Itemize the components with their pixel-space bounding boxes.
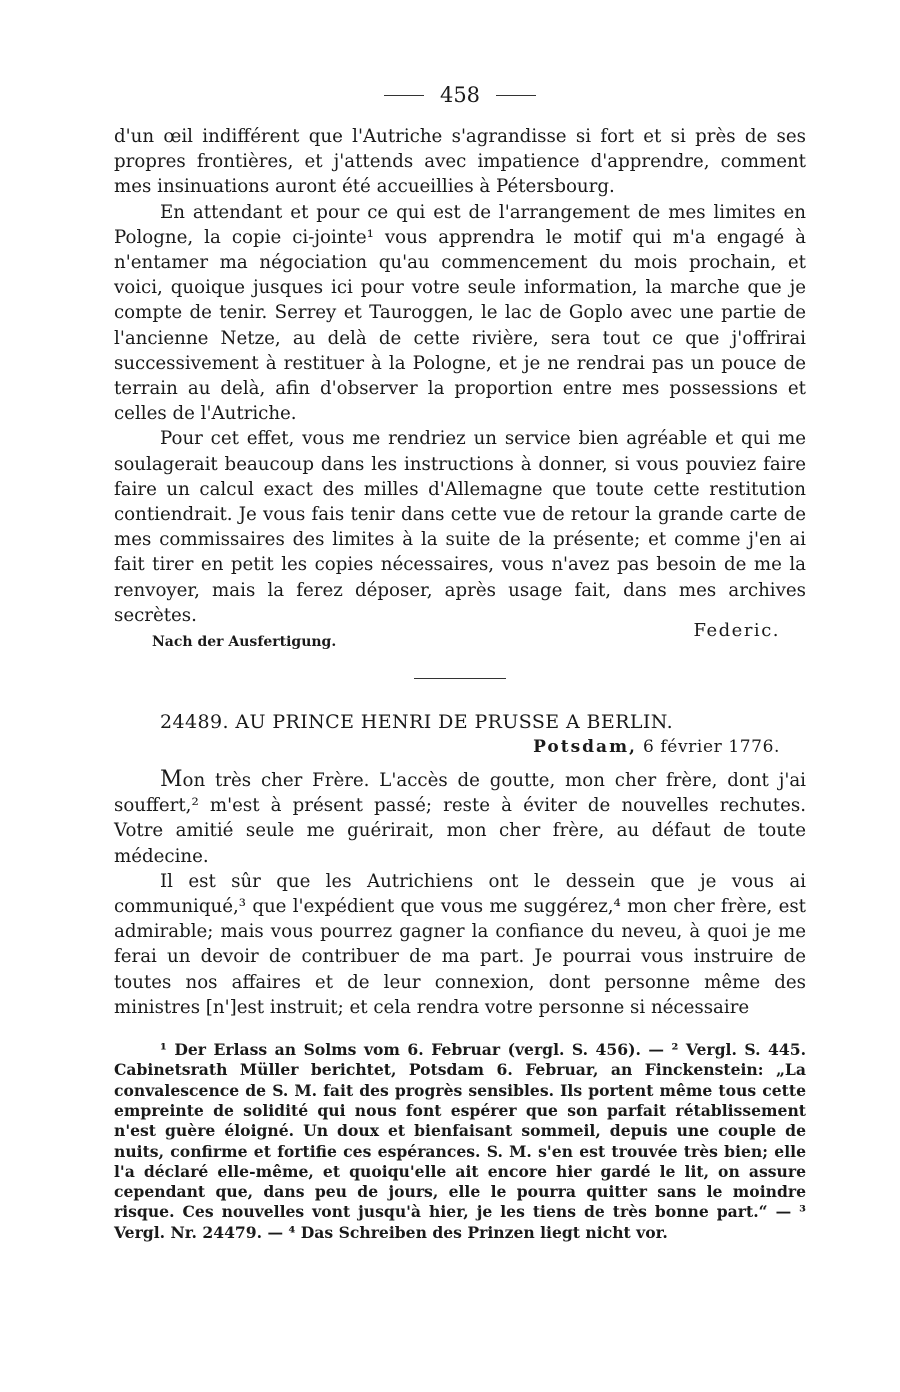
signature-row: [114, 620, 806, 654]
source-note: Nach der Ausfertigung.: [152, 634, 337, 651]
paragraph: Pour cet effet, vous me rendriez un service bien agréable et qui me soulagerait beaucoup dans les instructions à donner, si vous pouviez faire faire un calcul exact des milles d'Allemagne que toute cette restitution contiendrait. Je vous fais tenir dans cette vue de retour la grande carte de mes commissaires des limites à la suite de la présente; et comme j'en ai fait tirer en petit les copies nécessaires, vous n'avez pas besoin de me la renvoyer, mais la ferez déposer, après usage fait, dans mes archives secrètes.: [114, 428, 806, 626]
dateline-place: Potsdam,: [533, 737, 637, 758]
paragraph: En attendant et pour ce qui est de l'arrangement de mes limites en Pologne, la copie ci-jointe¹ vous apprendra le motif qui m'a engagé à n'entamer ma négociation qu'au commencement du mois prochain, et voici, quoique jusques ici pour votre seule information, la marche que je compte de tenir. Serrey et Tauroggen, le lac de Goplo avec une partie de l'ancienne Netze, au delà de cette rivière, sera tout ce que j'offrirai successivement à restituer à la Pologne, et je ne rendrai pas un pouce de terrain au delà, afin d'observer la proportion entre mes possessions et celles de l'Autriche.: [114, 201, 806, 425]
opening-initial: M: [160, 767, 183, 793]
header-rule-left: [384, 95, 424, 96]
page-number: 458: [439, 83, 481, 107]
document-page: [114, 80, 806, 1243]
paragraph: [114, 767, 806, 869]
signature: Federic.: [693, 620, 780, 642]
dateline: [114, 737, 780, 757]
footnote-text: ¹ Der Erlass an Solms vom 6. Februar (vergl. S. 456). — ² Vergl. S. 445. Cabinetsrath Müller berichtet, Potsdam 6. Februar, an Finckenstein: „La convalescence de S. M. fait des progrès sensibles. Ils portent même tous cette empreinte de solidité qui nous font espérer que son parfait rétablissement n'est guère éloigné. Un doux et bienfaisant sommeil, depuis une couple de nuits, confirme et fortifie ces espérances. S. M. s'en est trouvée très bien; elle l'a déclaré elle-même, et quoiqu'elle ait encore hier gardé le lit, on assure cependant que, dans peu de jours, elle le pourra quitter sans le moindre risque. Ces nouvelles vont jusqu'à hier, je les tiens de très bonne part.“ — ³ Vergl. Nr. 24479. — ⁴ Das Schreiben des Prinzen liegt nicht vor.: [114, 1040, 806, 1242]
page-header: [114, 80, 806, 110]
previous-letter-end: [114, 124, 806, 628]
paragraph: d'un œil indifférent que l'Autriche s'agrandisse si fort et si près de ses propres frontières, et j'attends avec impatience d'apprendre, comment mes insinuations auront été accueillies à Pétersbourg.: [114, 126, 806, 198]
letter-number: 24489.: [160, 711, 229, 734]
header-rule-right: [496, 95, 536, 96]
letter-heading: [160, 711, 806, 733]
section-divider: [414, 678, 506, 679]
footnotes: [114, 1040, 806, 1243]
dateline-date: 6 février 1776.: [643, 737, 780, 758]
paragraph-text: on très cher Frère. L'accès de goutte, mon cher frère, dont j'ai souffert,² m'est à présent passé; reste à éviter de nouvelles rechutes. Votre amitié seule me guérirait, mon cher frère, au défaut de toute médecine.: [114, 770, 806, 867]
paragraph: Il est sûr que les Autrichiens ont le dessein que je vous ai communiqué,³ que l'expédient que vous me suggérez,⁴ mon cher frère, est admirable; mais vous pourrez gagner la confiance du neveu, à quoi je me ferai un devoir de contribuer de ma part. Je pourrai vous instruire de toutes nos affaires et de leur connexion, dont personne même des ministres [n']est instruit; et cela rendra votre personne si nécessaire: [114, 870, 806, 1018]
letter-recipient: AU PRINCE HENRI DE PRUSSE A BERLIN.: [235, 711, 674, 734]
